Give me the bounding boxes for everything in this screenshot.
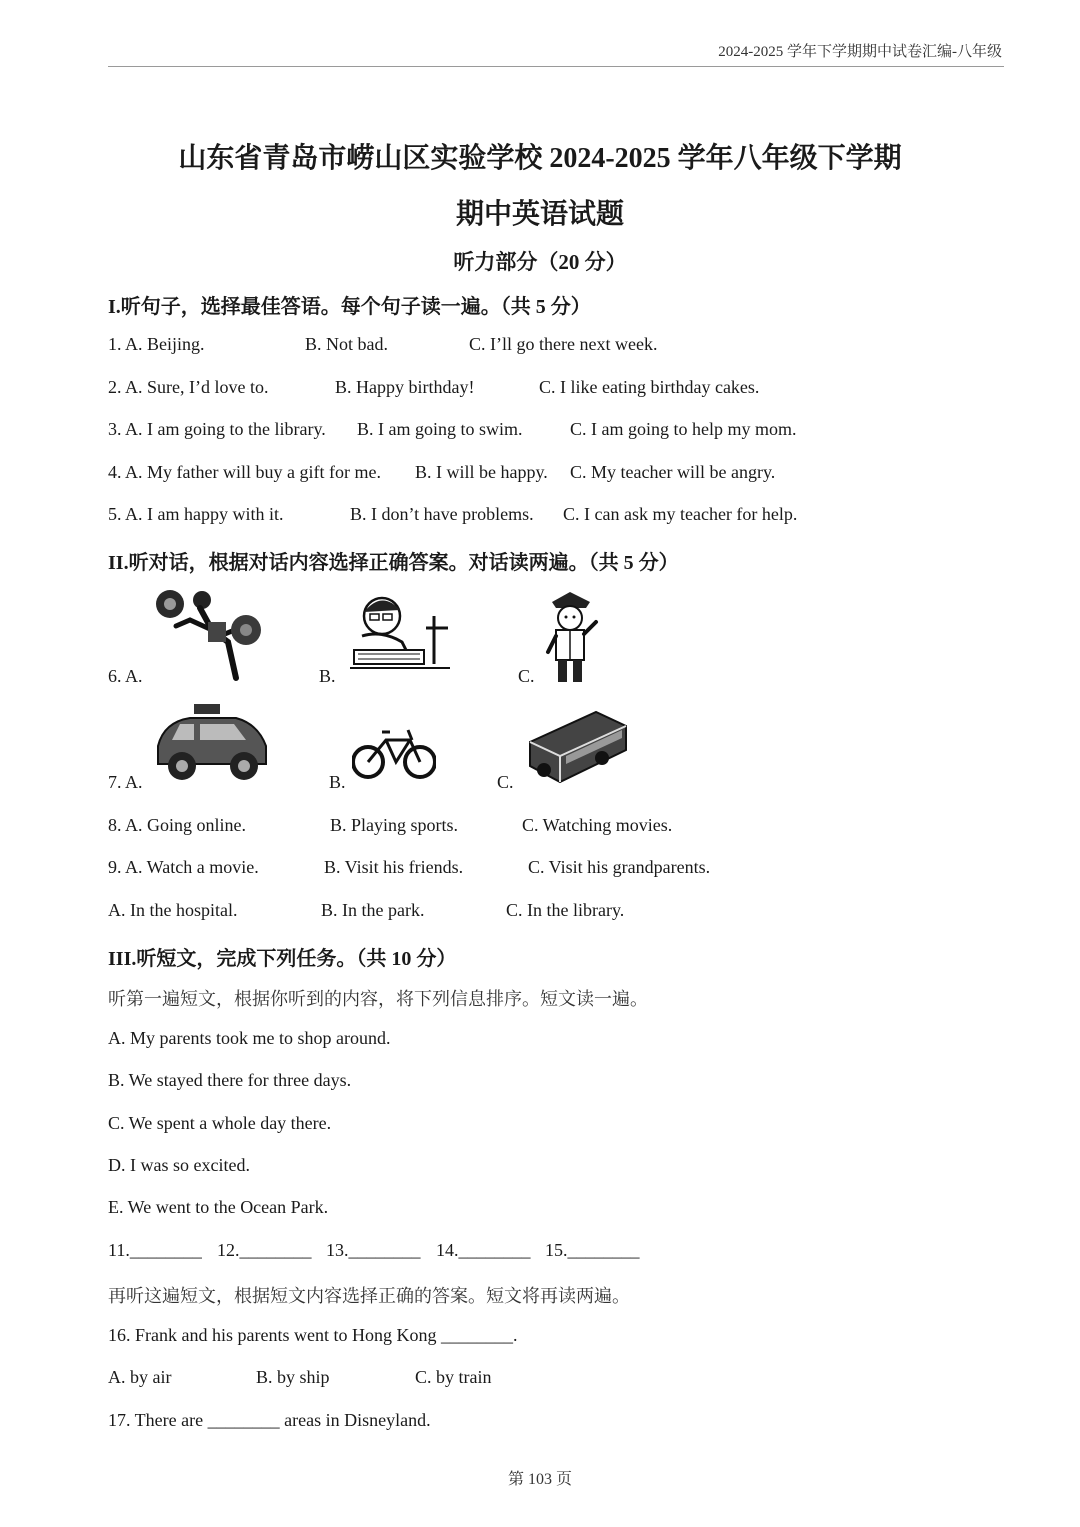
police-officer-icon [540, 588, 602, 684]
q1-option-a: 1. A. Beijing. [108, 334, 205, 354]
q5-option-c: C. I can ask my teacher for help. [563, 504, 798, 524]
running-header: 2024-2025 学年下学期期中试卷汇编-八年级 [718, 44, 1002, 60]
part3-instruction-2: 再听这遍短文，根据短文内容选择正确的答案。短文将再读两遍。 [108, 1286, 630, 1306]
q16-option-c: C. by train [415, 1367, 492, 1387]
q4-option-a: 4. A. My father will buy a gift for me. [108, 462, 381, 482]
q1-option-c: C. I’ll go there next week. [469, 334, 658, 354]
part3-heading: III.听短文，完成下列任务。（共 10 分） [108, 948, 457, 970]
part2-heading: II.听对话，根据对话内容选择正确答案。对话读两遍。（共 5 分） [108, 552, 679, 574]
q3-option-b: B. I am going to swim. [357, 419, 523, 439]
q8-option-a: 8. A. Going online. [108, 815, 246, 835]
q2-option-a: 2. A. Sure, I’d love to. [108, 377, 269, 397]
q2-option-b: B. Happy birthday! [335, 377, 475, 397]
soccer-player-icon [150, 586, 265, 686]
q7-label-c: C. [497, 772, 514, 792]
q10-option-a: A. In the hospital. [108, 900, 238, 920]
header-divider [108, 66, 1004, 67]
page-number: 第 103 页 [507, 1471, 572, 1488]
q9-option-a: 9. A. Watch a movie. [108, 857, 259, 877]
blank-14[interactable]: 14.________ [436, 1240, 531, 1260]
q3-option-a: 3. A. I am going to the library. [108, 419, 326, 439]
q8-option-c: C. Watching movies. [522, 815, 673, 835]
q16-option-a: A. by air [108, 1367, 172, 1387]
bicycle-icon [352, 722, 436, 782]
part3-instruction-1: 听第一遍短文，根据你听到的内容，将下列信息排序。短文读一遍。 [108, 989, 648, 1009]
page-title-line1: 山东省青岛市崂山区实验学校 2024-2025 学年八年级下学期 [178, 143, 902, 174]
q16-option-b: B. by ship [256, 1367, 330, 1387]
q3-option-c: C. I am going to help my mom. [570, 419, 797, 439]
q10-option-b: B. In the park. [321, 900, 425, 920]
q4-option-b: B. I will be happy. [415, 462, 548, 482]
part1-heading: I.听句子，选择最佳答语。每个句子读一遍。（共 5 分） [108, 296, 591, 318]
q9-option-c: C. Visit his grandparents. [528, 857, 711, 877]
q7-label-b: B. [329, 772, 346, 792]
q1-option-b: B. Not bad. [305, 334, 388, 354]
q6-label-a: 6. A. [108, 666, 143, 686]
section-title: 听力部分（20 分） [453, 250, 627, 274]
q5-option-a: 5. A. I am happy with it. [108, 504, 284, 524]
list-item: B. We stayed there for three days. [108, 1070, 352, 1090]
list-item: A. My parents took me to shop around. [108, 1028, 391, 1048]
student-studying-icon [350, 594, 450, 676]
q6-label-c: C. [518, 666, 535, 686]
blank-13[interactable]: 13.________ [326, 1240, 421, 1260]
q9-option-b: B. Visit his friends. [324, 857, 464, 877]
blank-11[interactable]: 11.________ [108, 1240, 202, 1260]
bus-icon [526, 706, 630, 786]
page-title-line2: 期中英语试题 [455, 199, 624, 230]
question-17: 17. There are ________ areas in Disneyland. [108, 1410, 431, 1430]
blank-12[interactable]: 12.________ [217, 1240, 312, 1260]
q6-label-b: B. [319, 666, 336, 686]
q8-option-b: B. Playing sports. [330, 815, 459, 835]
q4-option-c: C. My teacher will be angry. [570, 462, 776, 482]
taxi-icon [150, 702, 272, 786]
list-item: C. We spent a whole day there. [108, 1113, 332, 1133]
q5-option-b: B. I don’t have problems. [350, 504, 534, 524]
q2-option-c: C. I like eating birthday cakes. [539, 377, 760, 397]
blank-15[interactable]: 15.________ [545, 1240, 640, 1260]
list-item: D. I was so excited. [108, 1155, 250, 1175]
list-item: E. We went to the Ocean Park. [108, 1197, 329, 1217]
q7-label-a: 7. A. [108, 772, 143, 792]
question-16: 16. Frank and his parents went to Hong Kong ________. [108, 1325, 518, 1345]
q10-option-c: C. In the library. [506, 900, 625, 920]
